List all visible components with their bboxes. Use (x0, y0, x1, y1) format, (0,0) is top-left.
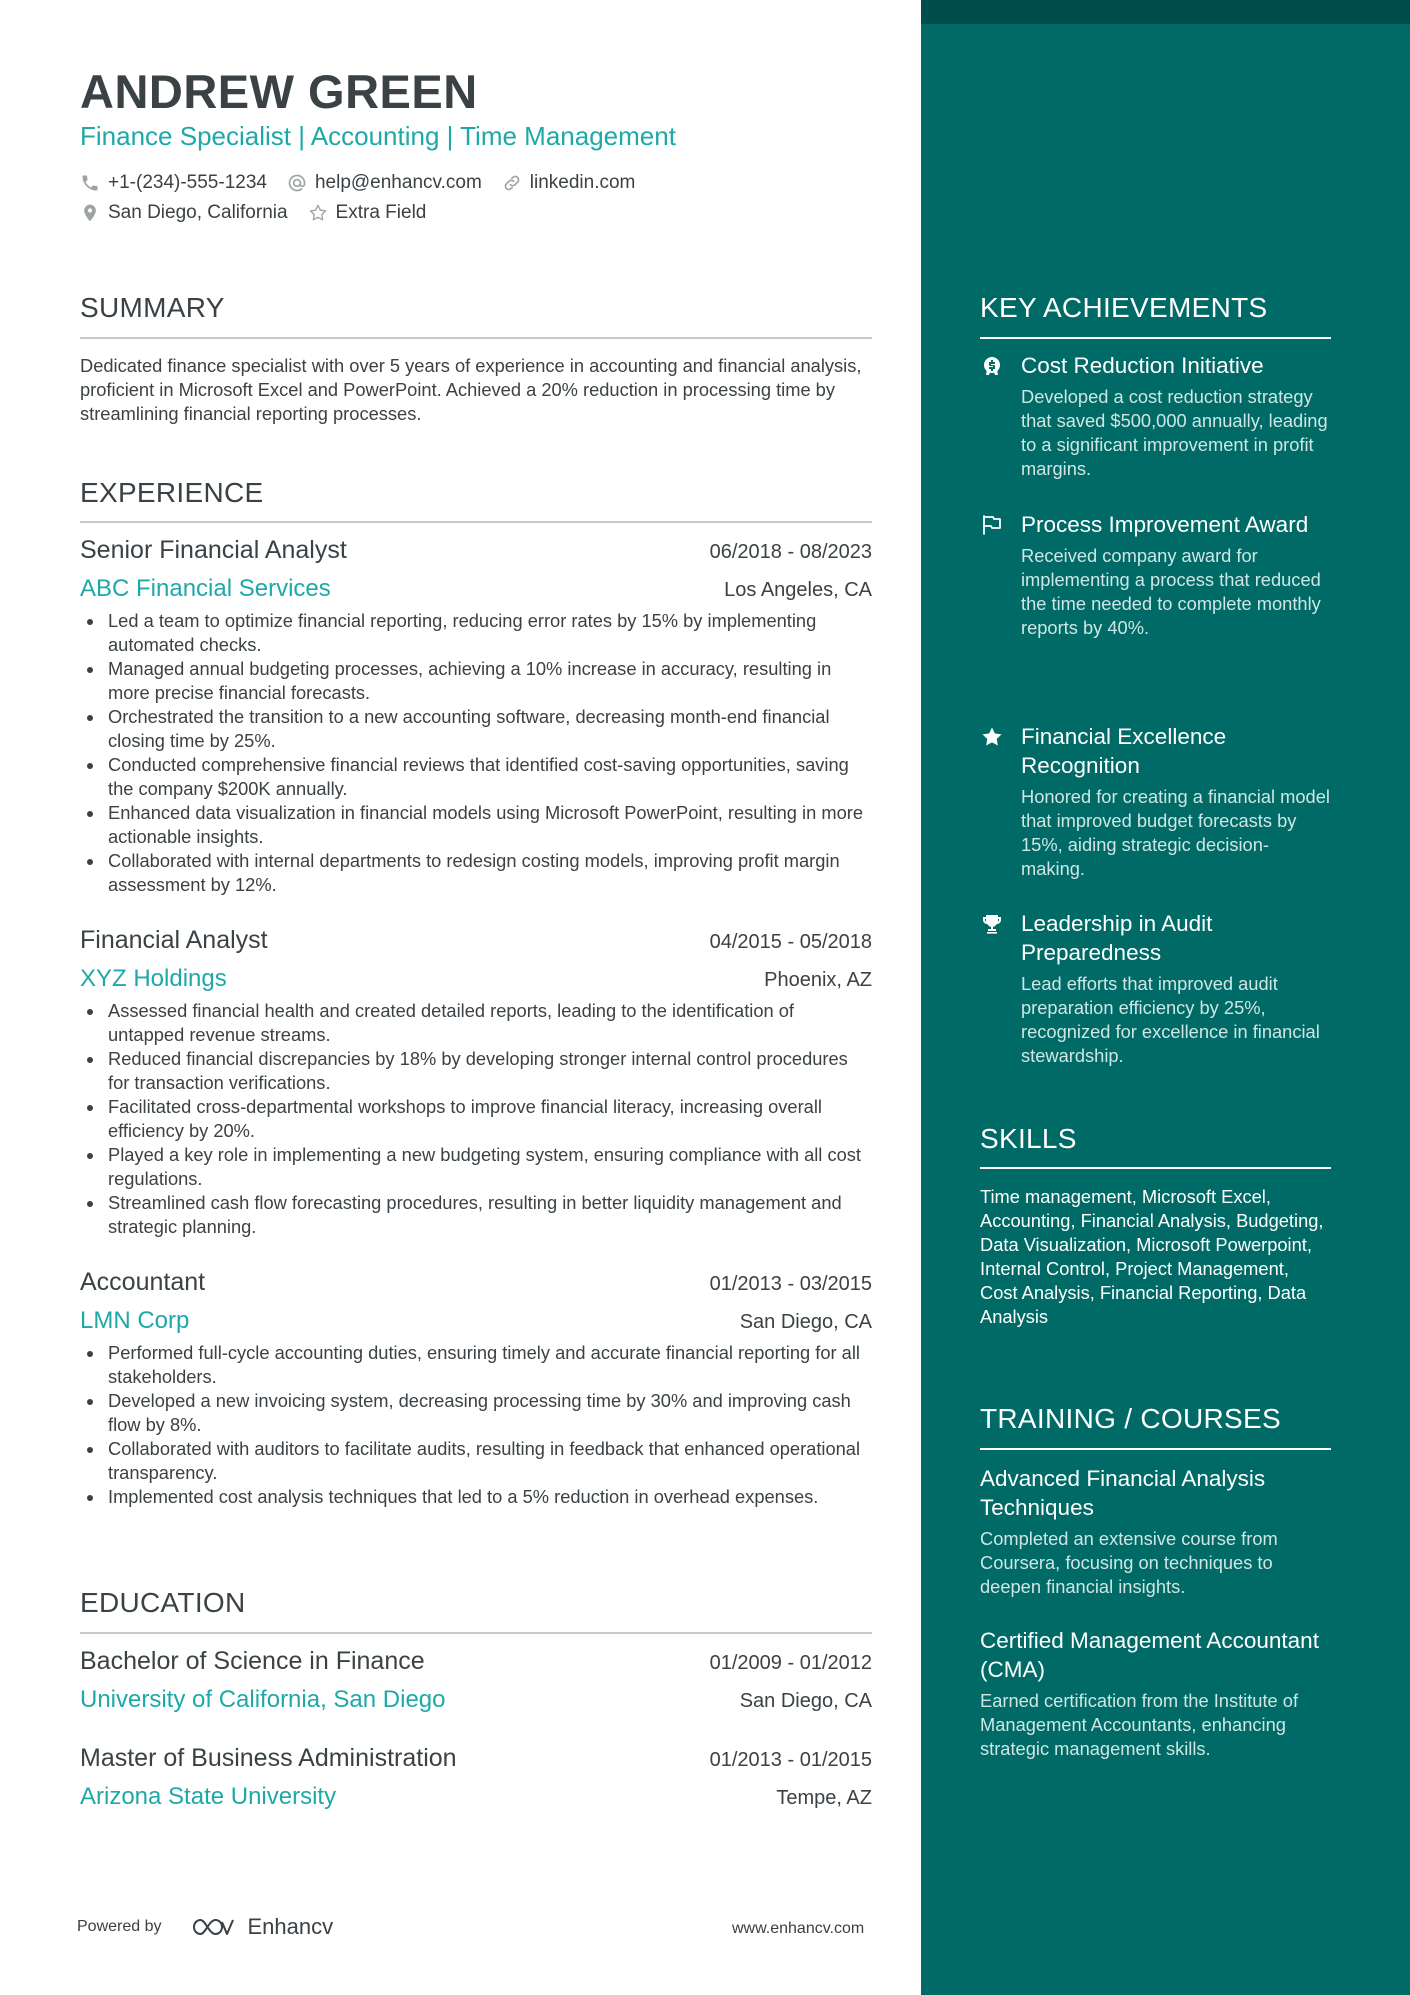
job-bullets (80, 1341, 872, 1509)
achievement-title: Process Improvement Award (1021, 512, 1309, 537)
bullet: Streamlined cash flow forecasting procedures, resulting in better liquidity management and strategic planning. (80, 1191, 872, 1239)
job-financial-analyst (80, 926, 872, 1239)
job-title: Financial Analyst (80, 926, 268, 954)
achievements-divider (980, 337, 1331, 339)
bullet: Collaborated with auditors to facilitate audits, resulting in feedback that enhanced operational transparency. (80, 1437, 872, 1485)
course-title: Certified Management Accountant (CMA) (980, 1628, 1319, 1682)
bullet: Played a key role in implementing a new budgeting system, ensuring compliance with all cost regulations. (80, 1143, 872, 1191)
bullet: Led a team to optimize financial reporting, reducing error rates by 15% by implementing automated checks. (80, 609, 872, 657)
achievement-item (980, 510, 1331, 640)
bullet: Facilitated cross-departmental workshops to improve financial literacy, increasing overall efficiency by 20%. (80, 1095, 872, 1143)
bullet: Developed a new invoicing system, decreasing processing time by 30% and improving cash flow by 8%. (80, 1389, 872, 1437)
contact-row-1 (80, 172, 655, 194)
location-text: San Diego, California (108, 202, 288, 223)
school-name: University of California, San Diego (80, 1686, 446, 1713)
skills-divider (980, 1167, 1331, 1169)
job-dates: 04/2015 - 05/2018 (709, 931, 872, 953)
achievement-desc: Lead efforts that improved audit preparation efficiency by 25%, recognized for excellence in financial stewardship. (1021, 973, 1320, 1066)
powered-by-label: Powered by (77, 1918, 162, 1935)
company-name: ABC Financial Services (80, 575, 331, 602)
link-icon (502, 173, 522, 193)
phone-icon (80, 173, 100, 193)
bullet: Performed full-cycle accounting duties, ensuring timely and accurate financial reporting for all stakeholders. (80, 1341, 872, 1389)
education-dates: 01/2009 - 01/2012 (709, 1652, 872, 1674)
star-icon (980, 725, 1004, 749)
school-name: Arizona State University (80, 1783, 337, 1810)
bullet: Managed annual budgeting processes, achieving a 10% increase in accuracy, resulting in more precise financial forecasts. (80, 657, 872, 705)
footer-powered-by (77, 1914, 333, 1940)
job-accountant (80, 1268, 872, 1509)
trophy-icon (980, 912, 1004, 936)
job-senior-financial-analyst (80, 536, 872, 897)
experience-title: EXPERIENCE (80, 477, 264, 508)
achievement-title: Cost Reduction Initiative (1021, 353, 1264, 378)
job-location: Los Angeles, CA (724, 579, 872, 601)
headline: Finance Specialist | Accounting | Time Management (80, 121, 676, 151)
achievement-desc: Received company award for implementing a process that reduced the time needed to complete monthly reports by 40%. (1021, 545, 1321, 638)
job-dates: 06/2018 - 08/2023 (709, 541, 872, 563)
bullet: Reduced financial discrepancies by 18% by developing stronger internal control procedures for transaction verifications. (80, 1047, 872, 1095)
skills-text: Time management, Microsoft Excel, Accounting, Financial Analysis, Budgeting, Data Visualization, Microsoft Powerpoint, Internal Control, Project Management, Cost Analysis, Financial Reporting, Data Analysis (980, 1186, 1324, 1327)
job-bullets (80, 609, 872, 897)
training-divider (980, 1448, 1331, 1450)
contact-extra (308, 202, 427, 224)
course-desc: Completed an extensive course from Coursera, focusing on techniques to deepen financial insights. (980, 1528, 1278, 1597)
company-name: XYZ Holdings (80, 965, 227, 992)
course-item (980, 1626, 1331, 1761)
contact-row-2 (80, 202, 446, 224)
summary-divider (80, 337, 872, 339)
course-item (980, 1464, 1331, 1599)
contact-linkedin[interactable] (502, 172, 636, 194)
course-title: Advanced Financial Analysis Techniques (980, 1466, 1266, 1520)
skills-title: SKILLS (980, 1123, 1077, 1154)
achievement-title: Financial Excellence Recognition (1021, 724, 1227, 778)
bullet: Implemented cost analysis techniques that led to a 5% reduction in overhead expenses. (80, 1485, 872, 1509)
bullet: Conducted comprehensive financial reviews that identified cost-saving opportunities, saving the company $200K annually. (80, 753, 872, 801)
flag-icon (980, 513, 1004, 537)
star-outline-icon (308, 203, 328, 223)
degree: Master of Business Administration (80, 1744, 457, 1772)
bullet: Assessed financial health and created detailed reports, leading to the identification of untapped revenue streams. (80, 999, 872, 1047)
job-title: Accountant (80, 1268, 206, 1296)
bullet: Orchestrated the transition to a new accounting software, decreasing month-end financial closing time by 25%. (80, 705, 872, 753)
job-location: San Diego, CA (739, 1311, 872, 1333)
contact-phone[interactable] (80, 172, 267, 194)
school-location: Tempe, AZ (776, 1787, 872, 1809)
contact-email[interactable] (287, 172, 482, 194)
linkedin-text: linkedin.com (529, 172, 636, 193)
job-location: Phoenix, AZ (764, 969, 872, 991)
summary-text: Dedicated finance specialist with over 5 years of experience in accounting and financial analysis, proficient in Microsoft Excel and PowerPoint. Achieved a 20% reduction in processing time by streamlining financial reporting processes. (80, 355, 862, 424)
contact-location (80, 202, 288, 224)
education-dates: 01/2013 - 01/2015 (709, 1749, 872, 1771)
achievement-title: Leadership in Audit Preparedness (1021, 911, 1213, 965)
sidebar (921, 0, 1410, 1995)
sidebar-top-band (921, 0, 1410, 24)
achievement-desc: Honored for creating a financial model that improved budget forecasts by 15%, aiding strategic decision-making. (1021, 786, 1330, 879)
extra-field-text: Extra Field (335, 202, 427, 223)
education-divider (80, 1632, 872, 1634)
education-title: EDUCATION (80, 1587, 246, 1618)
location-pin-icon (80, 203, 100, 223)
education-item (80, 1744, 872, 1813)
course-desc: Earned certification from the Institute of Management Accountants, enhancing strategic management skills. (980, 1690, 1299, 1759)
piggy-bank-icon (980, 354, 1004, 378)
email-text: help@enhancv.com (314, 172, 482, 193)
training-title: TRAINING / COURSES (980, 1403, 1281, 1434)
brand-name: Enhancv (247, 1914, 334, 1939)
education-item (80, 1647, 872, 1716)
achievement-item (980, 351, 1331, 481)
achievement-item (980, 909, 1331, 1068)
bullet: Collaborated with internal departments to redesign costing models, improving profit margin assessment by 12%. (80, 849, 872, 897)
job-bullets (80, 999, 872, 1239)
candidate-name: ANDREW GREEN (80, 65, 478, 118)
at-icon (287, 173, 307, 193)
company-name: LMN Corp (80, 1307, 190, 1334)
bullet: Enhanced data visualization in financial models using Microsoft PowerPoint, resulting in more actionable insights. (80, 801, 872, 849)
brand-logo[interactable] (190, 1914, 334, 1940)
degree: Bachelor of Science in Finance (80, 1647, 425, 1675)
school-location: San Diego, CA (739, 1690, 872, 1712)
achievements-title: KEY ACHIEVEMENTS (980, 292, 1268, 323)
job-title: Senior Financial Analyst (80, 536, 347, 564)
job-dates: 01/2013 - 03/2015 (709, 1273, 872, 1295)
phone-text: +1-(234)-555-1234 (108, 172, 267, 193)
summary-title: SUMMARY (80, 292, 225, 323)
enhancv-logo-icon (190, 1915, 236, 1939)
footer-website[interactable]: www.enhancv.com (732, 1920, 865, 1937)
achievement-item (980, 722, 1331, 881)
achievement-desc: Developed a cost reduction strategy that saved $500,000 annually, leading to a significant improvement in profit margins. (1021, 386, 1328, 479)
experience-divider (80, 521, 872, 523)
